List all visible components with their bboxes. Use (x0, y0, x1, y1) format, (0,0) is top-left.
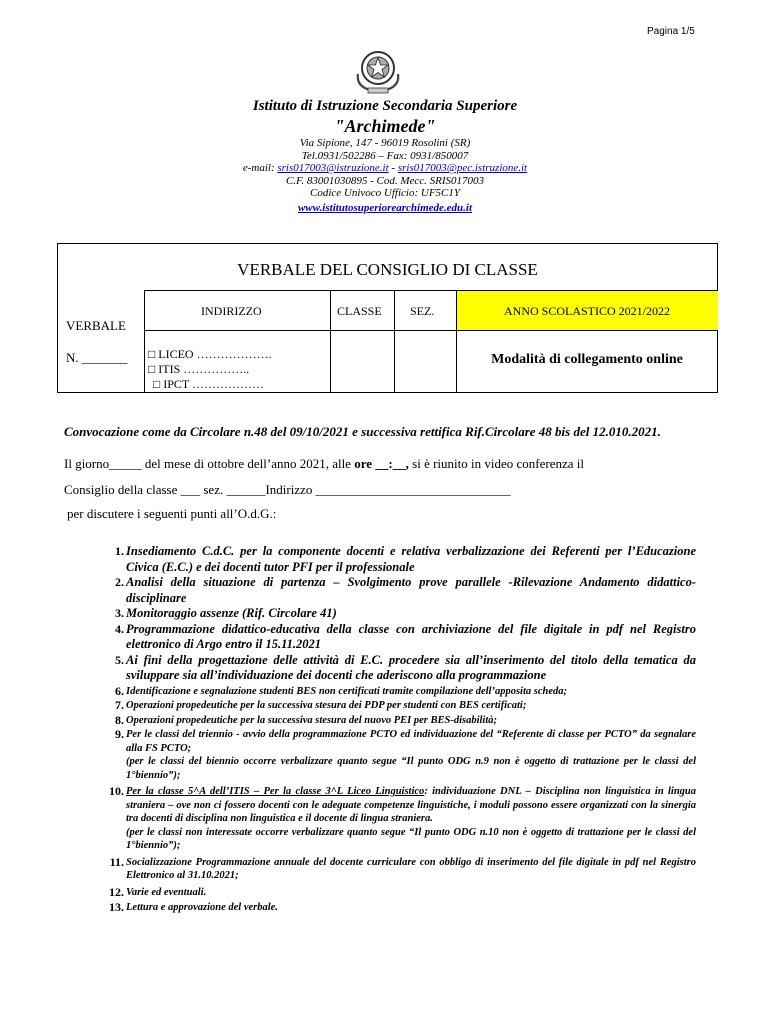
fiscal-code: C.F. 83001030895 - Cod. Mecc. SRIS017003 (285, 174, 485, 187)
consiglio-line: Consiglio della classe ___ sez. ______Indirizzo ______________________________ (64, 482, 511, 497)
list-item: 9. Per le classi del triennio - avvio della programmazione PCTO ed individuazione del “Referente di classe per PCTO” da segnalare alla FS PCTO; (per le classi del biennio occorre verbalizzare quanto segue “Il punto ODG n.9 non è oggetto di trattazione per le classi del 1°biennio”); (115, 727, 696, 781)
list-item: 7. Operazioni propedeutiche per la successiva stesura dei PDP per studenti con BES certificati; (115, 698, 527, 712)
office-code: Codice Univoco Ufficio: UF5C1Y (309, 187, 460, 200)
institute-contacts (0, 137, 770, 215)
giorno-line: Il giorno_____ del mese di ottobre dell’anno 2021, alle ore __:__, si è riunito in video conferenza il (64, 456, 584, 471)
odg-list (64, 544, 696, 915)
list-item: 1. Insediamento C.d.C. per la componente docenti e relativa verbalizzazione dei Referenti per l’Educazione Civica (E.C.) e dei docenti tutor PFI per il professionale (115, 544, 696, 574)
option-liceo[interactable]: □ LICEO ………………. (148, 347, 272, 361)
col-sez: SEZ. (410, 304, 435, 318)
verbale-number: N. _______ (66, 350, 128, 365)
address: Via Sipione, 147 - 96019 Rosolini (SR) (299, 137, 471, 149)
col-indirizzo: INDIRIZZO (201, 304, 262, 318)
list-item: 13. Lettura e approvazione del verbale. (109, 900, 278, 914)
discutere-line: per discutere i seguenti punti all’O.d.G.: (67, 506, 277, 521)
email-link-1[interactable]: sris017003@istruzione.it (277, 162, 389, 175)
list-item: 5. Ai fini della progettazione delle attività di E.C. procedere sia all’inserimento del titolo della tematica da sviluppare sia all’individuazione dei docenti che aderiscono alla programmazione (115, 652, 696, 682)
verbale-table (57, 243, 718, 393)
col-classe: CLASSE (337, 304, 382, 318)
option-itis[interactable]: □ ITIS …………….. (148, 362, 250, 376)
institute-name: "Archimede" (334, 116, 436, 136)
email-link-2[interactable]: sris017003@pec.istruzione.it (397, 162, 528, 175)
list-item: 8. Operazioni propedeutiche per la successiva stesura del nuovo PEI per BES-disabilità; (115, 712, 498, 727)
table-title: VERBALE DEL CONSIGLIO DI CLASSE (237, 260, 538, 279)
list-item: 6. Identificazione e segnalazione studenti BES non certificati tramite compilazione dell’apposita scheda; (115, 683, 568, 698)
email-line: e-mail: sris017003@istruzione.it - sris017003@pec.istruzione.it (242, 162, 528, 175)
list-item: 3. Monitoraggio assenze (Rif. Circolare 41) (115, 606, 337, 620)
list-item: 2. Analisi della situazione di partenza – Svolgimento prove parallele -Rilevazione Andamento didattico-disciplinare (115, 575, 696, 605)
institute-type: Istituto di Istruzione Secondaria Superiore (252, 98, 518, 114)
phone: Tel.0931/502286 – Fax: 0931/850007 (301, 149, 469, 162)
page-number: Pagina 1/5 (647, 26, 695, 37)
convocazione: Convocazione come da Circolare n.48 del 09/10/2021 e successiva rettifica Rif.Circolare 48 bis del 12.010.2021. (64, 424, 661, 439)
list-item: 10. Per la classe 5^A dell’ITIS – Per la classe 3^L Liceo Linguistico: individuazione DNL – Disciplina non linguistica in lingua straniera – ove non ci fossero docenti con le adeguate competenze linguistiche, i moduli possono essere organizzati con la sinergia tra docenti di disciplina non linguistica e il docente di lingua straniera. (per le classi non interessate occorre verbalizzare quanto segue “Il punto ODG n.10 non è oggetto di trattazione per le classi del 1°biennio”); (109, 784, 696, 851)
list-item: 11. Socializzazione Programmazione annuale del docente curriculare con obbligo di inserimento del file digitale in pdf nel Registro Elettronico al 31.10.2021; (109, 854, 696, 881)
modalita-collegamento: Modalità di collegamento online (491, 352, 683, 367)
list-item: 4. Programmazione didattico-educativa della classe con archiviazione del file digitale in pdf nel Registro elettronico di Argo entro il 15.11.2021 (115, 621, 696, 651)
list-item: 12. Varie ed eventuali. (109, 884, 207, 899)
website-link[interactable]: www.istitutosuperiorearchimede.edu.it (297, 201, 473, 214)
option-ipct[interactable]: □ IPCT ……………… (153, 377, 265, 391)
verbale-label: VERBALE (66, 318, 126, 333)
anno-scolastico: ANNO SCOLASTICO 2021/2022 (503, 304, 670, 318)
emblem-icon (352, 46, 404, 96)
